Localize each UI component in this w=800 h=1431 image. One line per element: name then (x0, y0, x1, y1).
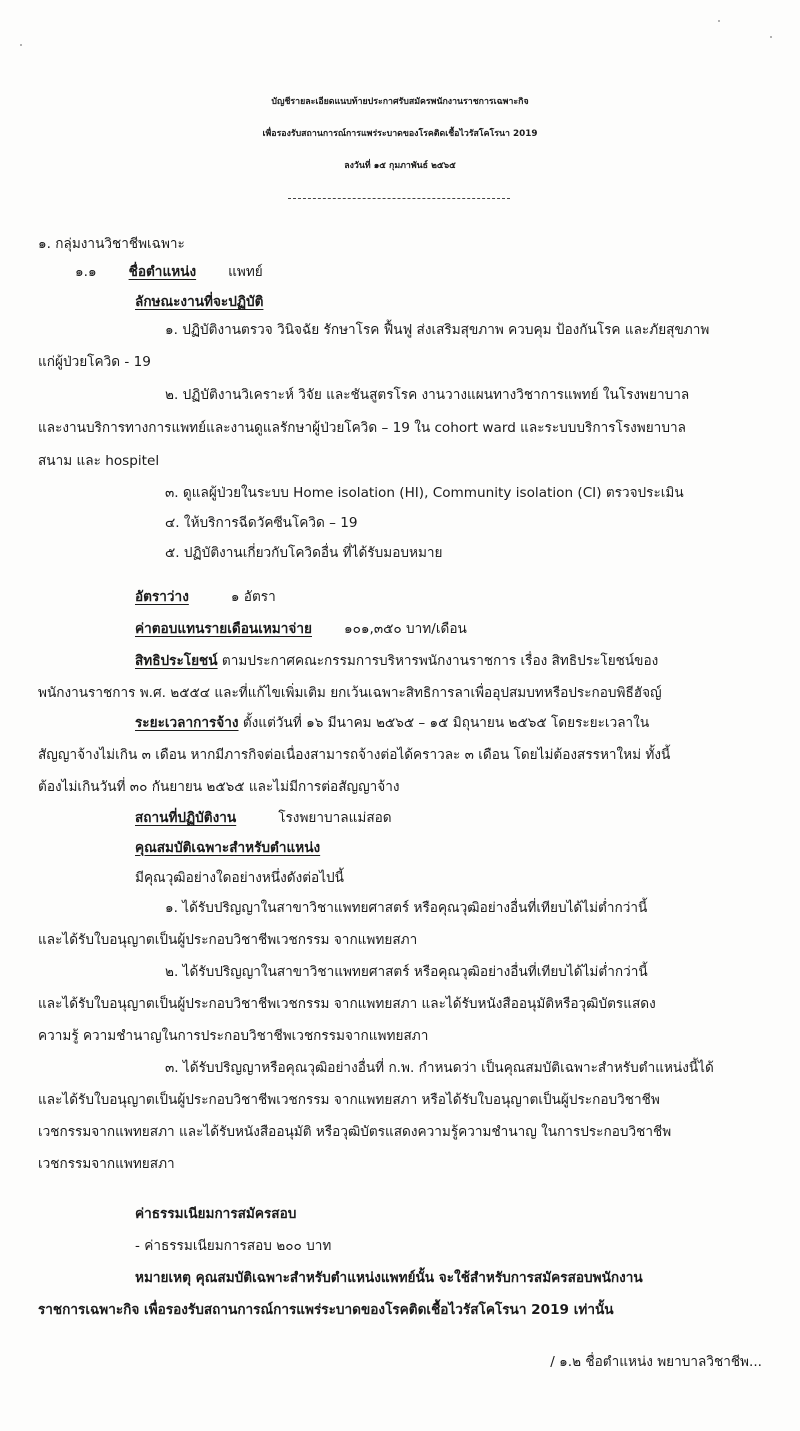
qualification-3-line-3: เวชกรรมจากแพทยสภา และได้รับหนังสืออนุมัติ หรือวุฒิบัตรแสดงความรู้ความชำนาญ ในการประกอบวิชาชีพ (38, 1124, 672, 1140)
qualification-3-line-1: ๓. ได้รับปริญญาหรือคุณวุฒิอย่างอื่นที่ ก.พ. กำหนดว่า เป็นคุณสมบัติเฉพาะสำหรับตำแหน่งนี้ได้ (165, 1060, 714, 1076)
note-line-2: ราชการเฉพาะกิจ เพื่อรองรับสถานการณ์การแพร่ระบาดของโรคติดเชื้อไวรัสโคโรนา 2019 เท่านั้น (38, 1302, 614, 1318)
duty-4: ๔. ให้บริการฉีดวัคซีนโควิด – 19 (165, 515, 358, 531)
qualification-3-line-4: เวชกรรมจากแพทยสภา (38, 1156, 175, 1172)
position-number: ๑.๑ (75, 264, 97, 280)
period-row (135, 713, 649, 733)
header-line-2: เพื่อรองรับสถานการณ์การแพร่ระบาดของโรคติดเชื้อไวรัสโคโรนา 2019 (262, 129, 538, 139)
duties-heading: ลักษณะงานที่จะปฏิบัติ (135, 294, 264, 310)
workplace-label: สถานที่ปฏิบัติงาน (135, 810, 237, 826)
qualifications-intro: มีคุณวุฒิอย่างใดอย่างหนึ่งดังต่อไปนี้ (135, 870, 344, 886)
benefits-label: สิทธิประโยชน์ (135, 653, 218, 669)
vacancy-value: ๑ อัตรา (230, 589, 276, 605)
qualification-2-line-1: ๒. ได้รับปริญญาในสาขาวิชาแพทยศาสตร์ หรือคุณวุฒิอย่างอื่นที่เทียบได้ไม่ต่ำกว่านี้ (165, 964, 648, 980)
vacancy-row (135, 587, 276, 607)
period-text-3: ต้องไม่เกินวันที่ ๓๐ กันยายน ๒๕๖๕ และไม่มีการต่อสัญญาจ้าง (38, 779, 400, 795)
period-text: ตั้งแต่วันที่ ๑๖ มีนาคม ๒๕๖๕ – ๑๕ มิถุนายน ๒๕๖๕ โดยระยะเวลาใน (242, 715, 650, 731)
note-line-1: หมายเหตุ คุณสมบัติเฉพาะสำหรับตำแหน่งแพทย์นั้น จะใช้สำหรับการสมัครสอบพนักงาน (135, 1270, 643, 1286)
workplace-row (135, 808, 392, 828)
fee-heading: ค่าธรรมเนียมการสมัครสอบ (135, 1206, 297, 1222)
section-heading: ๑. กลุ่มงานวิชาชีพเฉพาะ (38, 236, 185, 252)
benefits-text-2: พนักงานราชการ พ.ศ. ๒๕๕๔ และที่แก้ไขเพิ่มเติม ยกเว้นเฉพาะสิทธิการลาเพื่ออุปสมบทหรือประกอบพิธีฮัจญ์ (38, 685, 662, 701)
scan-speck (770, 36, 772, 38)
qualification-3-line-2: และได้รับใบอนุญาตเป็นผู้ประกอบวิชาชีพเวชกรรม จากแพทยสภา หรือได้รับใบอนุญาตเป็นผู้ประกอบวิชาชีพ (38, 1092, 660, 1108)
duty-3: ๓. ดูแลผู้ป่วยในระบบ Home isolation (HI), Community isolation (CI) ตรวจประเมิน (165, 485, 684, 501)
duty-2-line-3: สนาม และ hospitel (38, 453, 160, 469)
benefits-text: ตามประกาศคณะกรรมการบริหารพนักงานราชการ เรื่อง สิทธิประโยชน์ของ (221, 653, 659, 669)
scan-speck (718, 20, 720, 22)
scan-speck (20, 44, 22, 46)
qualification-1-line-1: ๑. ได้รับปริญญาในสาขาวิชาแพทยศาสตร์ หรือคุณวุฒิอย่างอื่นที่เทียบได้ไม่ต่ำกว่านี้ (165, 900, 648, 916)
duty-1-line-2: แก่ผู้ป่วยโควิด - 19 (38, 354, 151, 370)
duty-2-line-2: และงานบริการทางการแพทย์และงานดูแลรักษาผู้ป่วยโควิด – 19 ใน cohort ward และระบบบริการโรงพยาบาล (38, 420, 686, 436)
position-row (75, 262, 263, 282)
period-label: ระยะเวลาการจ้าง (135, 715, 239, 731)
salary-label: ค่าตอบแทนรายเดือนเหมาจ่าย (135, 621, 312, 637)
duty-2-line-1: ๒. ปฏิบัติงานวิเคราะห์ วิจัย และชันสูตรโรค งานวางแผนทางวิชาการแพทย์ ในโรงพยาบาล (165, 387, 690, 403)
qualification-2-line-2: และได้รับใบอนุญาตเป็นผู้ประกอบวิชาชีพเวชกรรม จากแพทยสภา และได้รับหนังสืออนุมัติหรือวุฒิบัตรแสดง (38, 996, 656, 1012)
position-value: แพทย์ (228, 264, 263, 280)
qualification-2-line-3: ความรู้ ความชำนาญในการประกอบวิชาชีพเวชกรรมจากแพทยสภา (38, 1028, 429, 1044)
period-text-2: สัญญาจ้างไม่เกิน ๓ เดือน หากมีภารกิจต่อเนื่องสามารถจ้างต่อได้คราวละ ๓ เดือน โดยไม่ต้องสรรหาใหม่ ทั้งนี้ (38, 747, 671, 763)
workplace-value: โรงพยาบาลแม่สอด (278, 810, 392, 826)
duty-5: ๕. ปฏิบัติงานเกี่ยวกับโควิดอื่น ที่ได้รับมอบหมาย (165, 545, 443, 561)
fee-value: - ค่าธรรมเนียมการสอบ ๒๐๐ บาท (135, 1238, 332, 1254)
header-date: ลงวันที่ ๑๕ กุมภาพันธ์ ๒๕๖๕ (344, 161, 456, 171)
duty-1-line-1: ๑. ปฏิบัติงานตรวจ วินิจฉัย รักษาโรค ฟื้นฟู ส่งเสริมสุขภาพ ควบคุม ป้องกันโรค และภัยสุขภาพ (165, 322, 710, 338)
header-line-1: บัญชีรายละเอียดแนบท้ายประกาศรับสมัครพนักงานราชการเฉพาะกิจ (271, 97, 529, 107)
qualification-1-line-2: และได้รับใบอนุญาตเป็นผู้ประกอบวิชาชีพเวชกรรม จากแพทยสภา (38, 932, 418, 948)
benefits-row (135, 651, 658, 671)
position-label: ชื่อตำแหน่ง (128, 264, 197, 280)
header-divider (288, 198, 510, 199)
vacancy-label: อัตราว่าง (135, 589, 189, 605)
continuation-note: / ๑.๒ ชื่อตำแหน่ง พยาบาลวิชาชีพ... (550, 1354, 762, 1370)
salary-row (135, 619, 467, 639)
qualifications-heading: คุณสมบัติเฉพาะสำหรับตำแหน่ง (135, 840, 321, 856)
salary-value: ๑๐๑,๓๕๐ บาท/เดือน (343, 621, 467, 637)
